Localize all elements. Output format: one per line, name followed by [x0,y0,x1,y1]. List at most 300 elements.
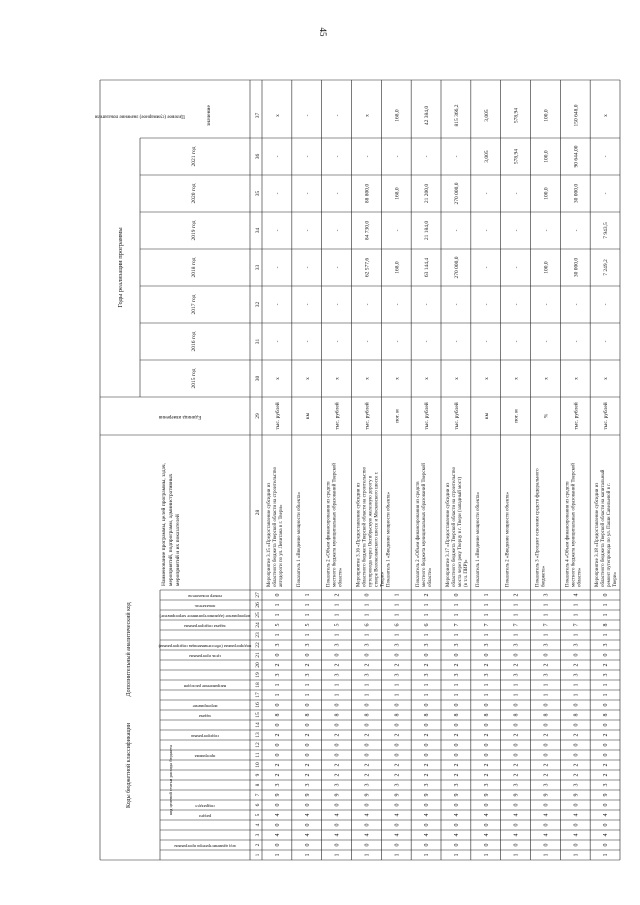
column-number: 16 [255,702,261,708]
code-cell: 9 [334,793,341,797]
code-cell: 9 [603,793,610,797]
table-row [416,106,433,857]
code-cell: 1 [603,853,610,857]
code-cell: 3 [603,783,610,787]
row-value: 88 800,0 [364,183,371,204]
code-cell: 1 [573,613,580,617]
header-years-group: Годы реализации программы [117,227,124,308]
code-cell: 0 [513,803,520,807]
code-cell: 2 [304,663,311,667]
code-cell: 8 [334,713,341,717]
row-value: - [453,155,460,158]
row-value: - [274,266,281,269]
code-cell: 0 [483,703,490,707]
code-cell: 1 [304,693,311,697]
row-value: - [543,340,550,343]
code-cell: 1 [483,633,490,637]
code-cell: 1 [334,603,341,607]
code-cell: 0 [364,743,371,747]
row-value: - [394,340,401,343]
code-cell: 1 [394,593,401,597]
code-cell: 2 [603,663,610,667]
code-cell: 0 [274,653,281,657]
code-cell: 0 [483,843,490,847]
code-cell: 2 [603,763,610,767]
code-cell: 0 [424,843,431,847]
code-cell: 1 [603,613,610,617]
header-code-label: задача подпрограммы [184,624,226,629]
header-year: 2020 год [191,183,197,204]
code-cell: 3 [424,673,431,677]
code-cell: 1 [394,613,401,617]
code-cell: 0 [603,743,610,747]
column-number: 6 [255,803,261,807]
code-cell: 0 [453,593,460,597]
code-cell: 0 [274,843,281,847]
code-cell: 1 [573,693,580,697]
row-value: - [394,229,401,232]
code-cell: 7 [543,623,550,627]
code-cell: 1 [364,853,371,857]
row-value: 30 000,0 [573,257,580,278]
code-cell: 0 [543,803,550,807]
table-header [94,105,251,849]
row-value: - [274,155,281,158]
row-value: - [334,340,341,343]
code-cell: 2 [453,763,460,767]
code-cell: 7 [453,623,460,627]
code-cell: 1 [334,633,341,637]
code-cell: 4 [513,833,520,837]
code-cell: 6 [394,623,401,627]
code-cell: 3 [603,643,610,647]
code-cell: 0 [513,723,520,727]
code-cell: 0 [304,803,311,807]
code-cell: 0 [543,723,550,727]
row-value: - [543,303,550,306]
code-cell: 0 [543,753,550,757]
code-cell: 4 [453,833,460,837]
code-cell: 0 [304,823,311,827]
row-value: - [483,229,490,232]
code-cell: 0 [394,753,401,757]
row-value: - [304,266,311,269]
code-cell: 2 [424,733,431,737]
code-cell: 8 [603,623,610,627]
code-cell: 3 [453,783,460,787]
code-cell: 2 [453,663,460,667]
code-cell: 1 [304,683,311,687]
row-value: 90 644,00 [573,145,580,168]
column-number: 2 [255,843,261,847]
page-number: 45 [318,27,328,37]
code-cell: 0 [513,823,520,827]
code-cell: 0 [543,743,550,747]
column-number: 26 [255,602,261,608]
code-cell: 2 [513,763,520,767]
code-cell: 1 [394,853,401,857]
code-cell: 1 [274,693,281,697]
code-cell: 2 [364,733,371,737]
header-year: 2015 год [191,368,197,389]
code-cell: 1 [334,613,341,617]
code-cell: 4 [573,593,580,597]
code-cell: 2 [543,773,550,777]
row-value: 21 184,0 [424,220,431,241]
code-cell: 2 [453,733,460,737]
column-number: 23 [255,632,261,638]
code-cell: 0 [394,743,401,747]
code-cell: 0 [274,803,281,807]
row-value: х [513,377,520,380]
row-value: - [513,229,520,232]
code-cell: 2 [274,733,281,737]
column-number: 35 [255,190,261,197]
code-cell: 6 [364,623,371,627]
row-value: х [304,377,311,380]
code-cell: 0 [603,653,610,657]
code-cell: 0 [364,593,371,597]
code-cell: 3 [543,783,550,787]
code-cell: 8 [364,713,371,717]
row-value: - [334,114,341,117]
code-cell: 1 [513,853,520,857]
code-cell: 7 [573,623,580,627]
row-value: - [274,229,281,232]
code-cell: 0 [603,843,610,847]
row-unit: пог. м [513,409,520,423]
code-cell: 0 [573,843,580,847]
code-cell: 0 [573,803,580,807]
code-cell: 0 [274,743,281,747]
code-cell: 3 [394,673,401,677]
table-row [595,114,618,857]
code-cell: 4 [304,833,311,837]
code-cell: 4 [483,833,490,837]
code-cell: 0 [274,753,281,757]
code-cell: 0 [364,723,371,727]
column-number: 14 [255,722,261,728]
code-cell: 0 [513,743,520,747]
code-cell: 1 [304,853,311,857]
code-cell: 2 [483,773,490,777]
code-cell: 0 [453,653,460,657]
header-code-label: раздел [198,814,212,819]
code-cell: 3 [483,783,490,787]
code-cell: 3 [394,783,401,787]
row-value: - [364,303,371,306]
row-value: х [573,377,580,380]
code-cell: 1 [274,603,281,607]
column-number: 10 [255,762,261,768]
code-cell: 2 [513,593,520,597]
code-cell: 1 [513,603,520,607]
header-code-label: цель программы [189,654,221,659]
code-cell: 1 [603,693,610,697]
column-number: 30 [255,375,261,382]
row-value: 815 366,2 [453,104,460,127]
header-code-label: задача [198,714,212,719]
row-value: 3,005 [483,150,490,163]
row-value: 3,005 [483,109,490,122]
code-cell: 0 [483,723,490,727]
column-number: 29 [255,413,261,419]
code-cell: 3 [304,643,311,647]
code-cell: 0 [304,703,311,707]
code-cell: 8 [394,713,401,717]
code-cell: 0 [483,753,490,757]
row-value: - [304,192,311,195]
code-cell: 2 [573,663,580,667]
code-cell: 0 [364,823,371,827]
header-year: 2019 год [191,220,197,241]
row-unit: тыс. рублей [364,402,371,430]
column-number: 8 [255,783,261,787]
column-number: 22 [255,642,261,648]
code-cell: 1 [483,603,490,607]
code-cell: 2 [573,773,580,777]
code-cell: 2 [304,763,311,767]
row-value: - [483,340,490,343]
code-cell: 3 [394,643,401,647]
code-cell: 0 [394,703,401,707]
column-number: 28 [255,509,261,516]
column-number: 1 [255,853,261,857]
code-cell: 2 [573,733,580,737]
row-value: - [453,340,460,343]
row-value: - [483,192,490,195]
code-cell: 1 [334,853,341,857]
code-cell: 0 [334,843,341,847]
code-cell: 1 [424,693,431,697]
code-cell: 3 [364,673,371,677]
column-number: 21 [255,652,261,658]
code-cell: 0 [424,703,431,707]
code-cell: 1 [453,613,460,617]
row-value: - [603,303,610,306]
table-row [327,114,344,856]
code-cell: 1 [513,683,520,687]
code-cell: 8 [603,713,610,717]
code-cell: 1 [424,633,431,637]
code-cell: 9 [453,793,460,797]
column-number: 9 [255,773,261,777]
row-name: Показатель 2 «Введение мощности объекта» [505,491,511,587]
row-value: х [603,377,610,380]
row-value: - [424,303,431,306]
code-cell: 4 [424,833,431,837]
row-value: 168,0 [394,261,401,274]
code-cell: 0 [453,803,460,807]
header-code-label: программа [194,754,216,759]
code-cell: 2 [394,663,401,667]
code-cell: 3 [483,643,490,647]
row-value: - [304,155,311,158]
code-cell: 1 [453,683,460,687]
header-value-label: значение [206,105,212,126]
code-cell: 6 [424,623,431,627]
code-cell: 0 [274,593,281,597]
row-value: - [334,266,341,269]
row-value: х [453,377,460,380]
code-cell: 1 [274,853,281,857]
code-cell: 8 [453,713,460,717]
row-value: - [304,114,311,117]
code-cell: 4 [513,813,520,817]
code-cell: 4 [274,833,281,837]
row-value: - [274,340,281,343]
code-cell: 2 [334,663,341,667]
table-row [476,109,490,856]
code-cell: 1 [603,603,610,607]
code-cell: 5 [334,623,341,627]
code-cell: 0 [603,823,610,827]
row-value: 84 730,0 [364,220,371,241]
code-cell: 2 [483,663,490,667]
code-cell: 3 [453,643,460,647]
code-cell: 2 [603,773,610,777]
code-cell: 4 [304,813,311,817]
code-cell: 1 [573,853,580,857]
code-cell: 1 [304,603,311,607]
code-cell: 2 [543,763,550,767]
column-number: 36 [255,153,261,160]
code-cell: 0 [334,653,341,657]
table-row [506,108,520,857]
column-number: 24 [255,622,261,628]
code-cell: 9 [274,793,281,797]
code-cell: 0 [424,753,431,757]
code-cell: 0 [334,753,341,757]
code-cell: 8 [304,713,311,717]
code-cell: 0 [573,703,580,707]
row-value: 7 943,5 [603,222,610,239]
row-value: - [543,229,550,232]
code-cell: 5 [274,623,281,627]
code-cell: 2 [573,763,580,767]
code-cell: 9 [543,793,550,797]
code-cell: 1 [513,633,520,637]
code-cell: 3 [334,673,341,677]
code-cell: 3 [274,643,281,647]
code-cell: 0 [543,703,550,707]
code-cell: 0 [543,823,550,827]
code-cell: 1 [453,603,460,607]
column-number: 37 [255,112,261,119]
header-code-label: номер показателя [188,594,222,599]
code-cell: 4 [424,813,431,817]
header-expense-article: код целевой статьи расхода бюджета [168,744,173,816]
row-value: х [543,377,550,380]
row-name: Показатель 1 «Введение мощности объекта» [386,491,392,587]
code-cell: 3 [483,673,490,677]
row-unit: тыс. рублей [573,402,580,430]
column-number: 18 [255,682,261,688]
row-value: 7 249,2 [603,259,610,276]
column-number: 20 [255,662,261,668]
code-cell: 9 [424,793,431,797]
code-cell: 2 [334,763,341,767]
code-cell: 1 [543,603,550,607]
code-cell: 0 [334,823,341,827]
row-unit: пог. м [394,409,401,423]
column-number: 19 [255,672,261,678]
header-name: Наименование программы, целей программы, задач,мероприятий, подпрограмм, административныхмероприятий и их показателей [161,463,181,586]
code-cell: 9 [304,793,311,797]
code-cell: 0 [274,703,281,707]
table-row [536,109,550,856]
code-cell: 0 [603,703,610,707]
code-cell: 0 [364,843,371,847]
column-number: 4 [255,823,261,827]
row-unit: км [483,412,490,420]
header-code-label: код администратора программы [174,844,236,849]
row-value: 62 577,6 [364,257,371,278]
row-value: х [334,377,341,380]
row-value: 100,0 [543,150,550,163]
code-cell: 1 [543,693,550,697]
code-cell: 1 [334,683,341,687]
column-number: 3 [255,833,261,837]
program-table [94,80,620,860]
code-cell: 2 [483,733,490,737]
table-row [386,109,400,856]
column-number: 12 [255,742,261,748]
code-cell: 0 [513,753,520,757]
code-cell: 4 [334,833,341,837]
code-cell: 1 [453,633,460,637]
code-cell: 3 [573,783,580,787]
code-cell: 0 [424,723,431,727]
row-name: Мероприятие 3.18 «Предоставление субсидии изобластного бюджета Тверской области на капитальныйремонт путепровода по ул. Паши Савельевой в г.Твери» [595,469,619,587]
column-number: 7 [255,793,261,797]
code-cell: 1 [513,693,520,697]
row-value: - [513,266,520,269]
code-cell: 3 [334,643,341,647]
row-value: - [513,192,520,195]
row-value: - [513,303,520,306]
row-unit: % [543,413,550,419]
code-cell: 0 [304,843,311,847]
row-value: - [453,303,460,306]
code-cell: 2 [274,663,281,667]
code-cell: 1 [453,853,460,857]
code-cell: 2 [394,763,401,767]
code-cell: 3 [304,673,311,677]
code-cell: 0 [364,803,371,807]
code-cell: 0 [394,723,401,727]
code-cell: 0 [453,843,460,847]
code-cell: 0 [513,703,520,707]
code-cell: 4 [274,813,281,817]
code-cell: 4 [453,813,460,817]
code-cell: 1 [513,613,520,617]
code-cell: 2 [543,733,550,737]
row-value: х [483,377,490,380]
code-cell: 1 [394,603,401,607]
column-number: 31 [255,338,261,345]
code-cell: 3 [274,673,281,677]
code-cell: 0 [424,803,431,807]
row-value: - [334,192,341,195]
row-value: - [603,192,610,195]
code-cell: 0 [364,703,371,707]
code-cell: 4 [483,813,490,817]
row-value: - [304,340,311,343]
table-row [297,114,311,856]
row-value: х [424,377,431,380]
code-cell: 1 [334,693,341,697]
